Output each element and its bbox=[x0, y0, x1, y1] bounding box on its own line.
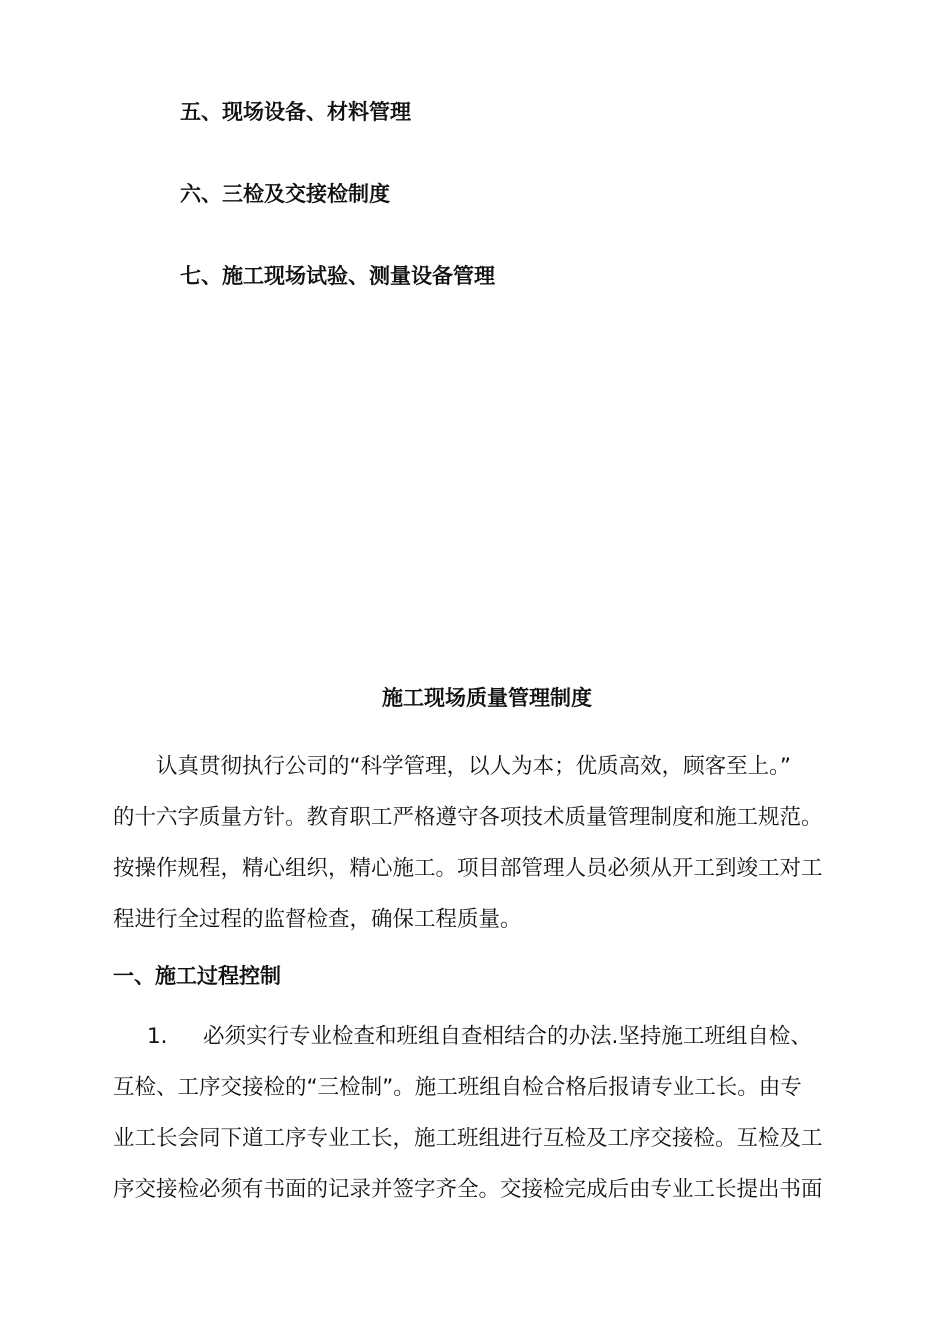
section1-line-text: 必须实行专业检查和班组自查相结合的办法.坚持施工班组自检、 bbox=[203, 1024, 812, 1049]
intro-line: 程进行全过程的监督检查，确保工程质量。 bbox=[113, 907, 522, 932]
toc-item-6: 六、三检及交接检制度 bbox=[180, 182, 390, 206]
document-title: 施工现场质量管理制度 bbox=[382, 686, 592, 710]
intro-paragraph bbox=[113, 741, 863, 945]
section1-paragraph bbox=[113, 1011, 863, 1215]
intro-line: 按操作规程，精心组织，精心施工。项目部管理人员必须从开工到竣工对工 bbox=[113, 856, 823, 881]
intro-line: 认真贯彻执行公司的“科学管理，以人为本；优质高效，顾客至上。” bbox=[156, 754, 792, 779]
section1-line bbox=[113, 1011, 863, 1062]
section1-line: 序交接检必须有书面的记录并签字齐全。交接检完成后由专业工长提出书面 bbox=[113, 1177, 823, 1202]
item-number: 1. bbox=[147, 1024, 168, 1049]
section1-line: 互检、工序交接检的“三检制”。施工班组自检合格后报请专业工长。由专 bbox=[113, 1075, 802, 1100]
toc-item-5: 五、现场设备、材料管理 bbox=[180, 100, 411, 124]
toc-item-7: 七、施工现场试验、测量设备管理 bbox=[180, 264, 495, 288]
section-heading: 一、施工过程控制 bbox=[113, 964, 281, 988]
intro-line: 的十六字质量方针。教育职工严格遵守各项技术质量管理制度和施工规范。 bbox=[113, 805, 823, 830]
section1-line: 业工长会同下道工序专业工长，施工班组进行互检及工序交接检。互检及工 bbox=[113, 1126, 823, 1151]
